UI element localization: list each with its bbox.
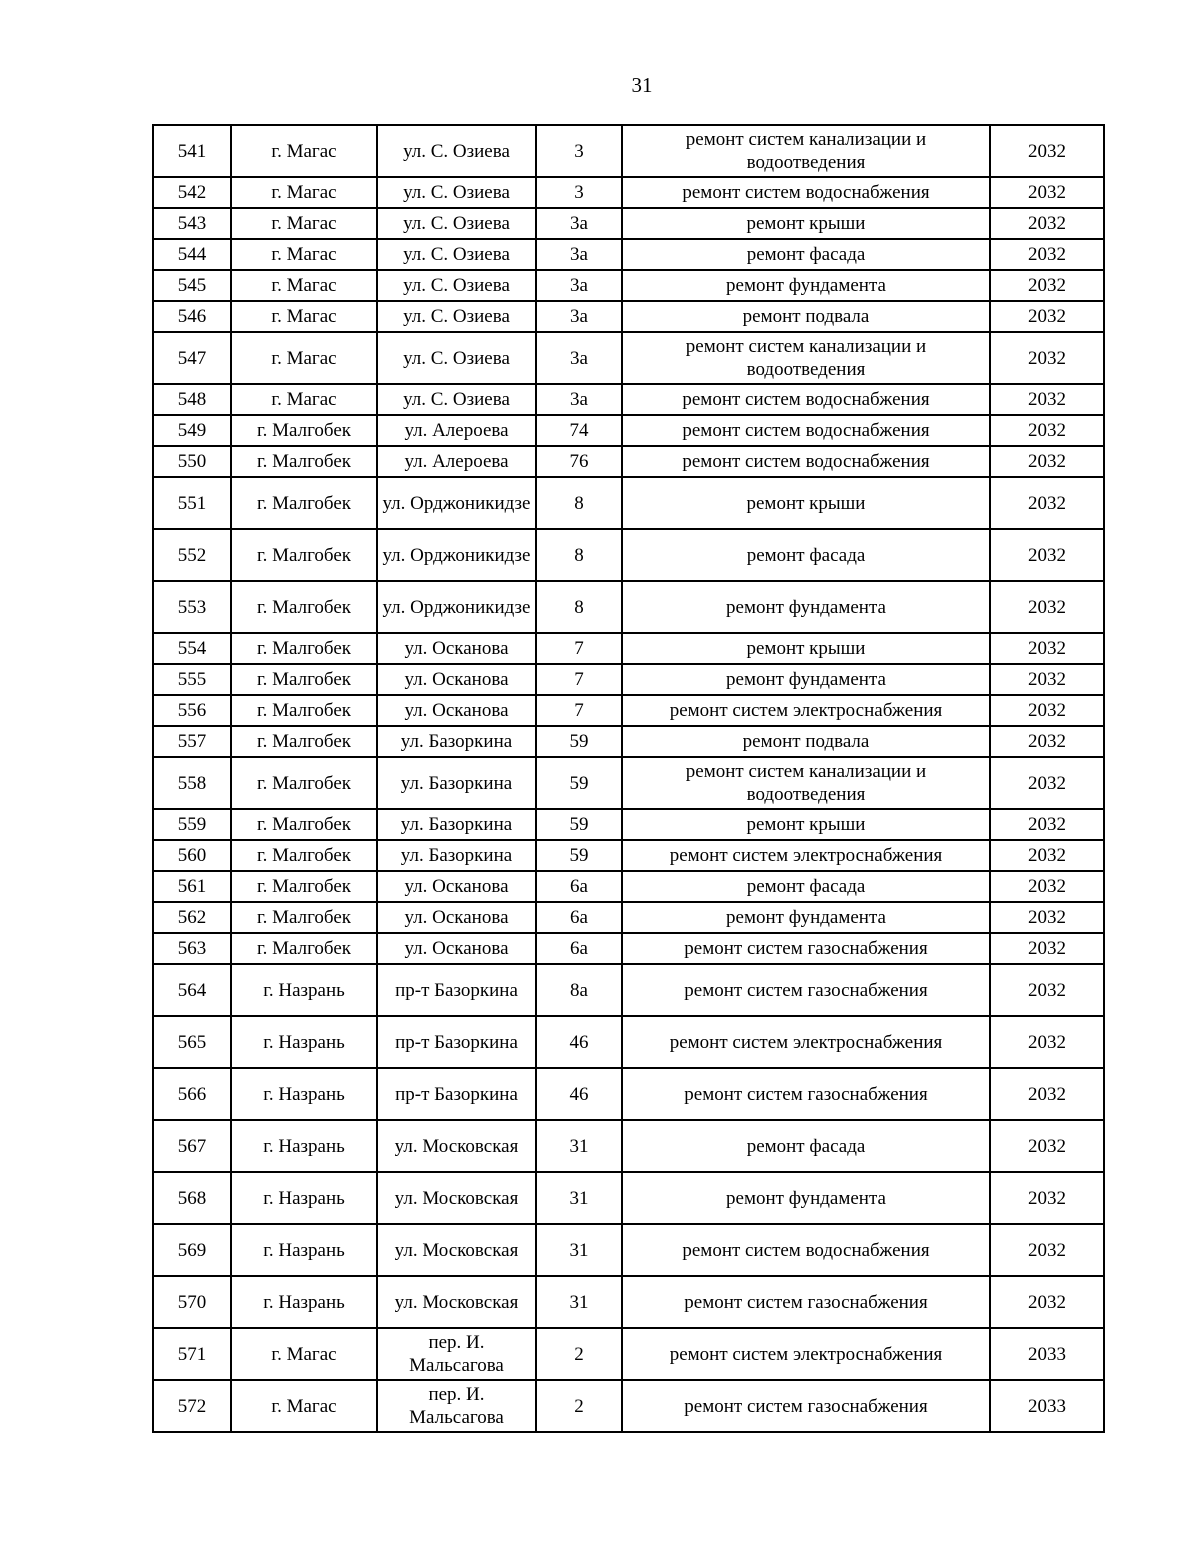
cell-row-number: 562 (153, 902, 231, 933)
cell-street: ул. С. Озиева (377, 125, 536, 177)
cell-year: 2032 (990, 1224, 1104, 1276)
cell-work-type: ремонт систем канализации и водоотведения (622, 332, 990, 384)
cell-house-number: 59 (536, 757, 622, 809)
cell-house-number: 8 (536, 477, 622, 529)
cell-year: 2032 (990, 726, 1104, 757)
cell-city: г. Малгобек (231, 871, 377, 902)
cell-house-number: 59 (536, 809, 622, 840)
cell-row-number: 550 (153, 446, 231, 477)
cell-work-type: ремонт систем канализации и водоотведения (622, 125, 990, 177)
cell-work-type: ремонт систем газоснабжения (622, 1276, 990, 1328)
cell-house-number: 3а (536, 270, 622, 301)
cell-work-type: ремонт систем водоснабжения (622, 384, 990, 415)
cell-row-number: 547 (153, 332, 231, 384)
cell-house-number: 3а (536, 301, 622, 332)
cell-work-type: ремонт подвала (622, 726, 990, 757)
cell-row-number: 542 (153, 177, 231, 208)
table-row (153, 446, 1104, 477)
cell-work-type: ремонт крыши (622, 633, 990, 664)
cell-work-type: ремонт систем канализации и водоотведения (622, 757, 990, 809)
cell-street: ул. Осканова (377, 871, 536, 902)
cell-city: г. Назрань (231, 1224, 377, 1276)
cell-year: 2032 (990, 301, 1104, 332)
table-row (153, 270, 1104, 301)
cell-house-number: 31 (536, 1120, 622, 1172)
cell-year: 2032 (990, 1016, 1104, 1068)
table-row (153, 125, 1104, 177)
cell-year: 2032 (990, 384, 1104, 415)
cell-year: 2032 (990, 125, 1104, 177)
cell-work-type: ремонт систем газоснабжения (622, 1380, 990, 1432)
cell-street: ул. Базоркина (377, 840, 536, 871)
cell-row-number: 552 (153, 529, 231, 581)
cell-row-number: 556 (153, 695, 231, 726)
cell-street: ул. Осканова (377, 695, 536, 726)
table-row (153, 1328, 1104, 1380)
cell-street: ул. Осканова (377, 902, 536, 933)
cell-city: г. Назрань (231, 964, 377, 1016)
cell-year: 2032 (990, 1276, 1104, 1328)
cell-house-number: 8 (536, 529, 622, 581)
table-row (153, 902, 1104, 933)
cell-year: 2032 (990, 208, 1104, 239)
cell-row-number: 565 (153, 1016, 231, 1068)
cell-row-number: 564 (153, 964, 231, 1016)
table-row (153, 1016, 1104, 1068)
cell-year: 2032 (990, 1120, 1104, 1172)
cell-work-type: ремонт систем газоснабжения (622, 1068, 990, 1120)
cell-row-number: 554 (153, 633, 231, 664)
cell-street: ул. С. Озиева (377, 239, 536, 270)
cell-work-type: ремонт фундамента (622, 581, 990, 633)
cell-street: ул. Орджоникидзе (377, 581, 536, 633)
cell-house-number: 31 (536, 1224, 622, 1276)
cell-work-type: ремонт фундамента (622, 1172, 990, 1224)
cell-house-number: 31 (536, 1172, 622, 1224)
table-row (153, 529, 1104, 581)
cell-row-number: 569 (153, 1224, 231, 1276)
cell-year: 2032 (990, 581, 1104, 633)
cell-house-number: 7 (536, 633, 622, 664)
cell-house-number: 46 (536, 1068, 622, 1120)
table-row (153, 840, 1104, 871)
table-row (153, 1224, 1104, 1276)
cell-city: г. Малгобек (231, 840, 377, 871)
cell-street: ул. Осканова (377, 633, 536, 664)
table-row (153, 695, 1104, 726)
cell-row-number: 548 (153, 384, 231, 415)
table-row (153, 208, 1104, 239)
cell-year: 2032 (990, 477, 1104, 529)
cell-city: г. Магас (231, 270, 377, 301)
table-row (153, 633, 1104, 664)
cell-city: г. Магас (231, 208, 377, 239)
cell-city: г. Малгобек (231, 933, 377, 964)
cell-row-number: 549 (153, 415, 231, 446)
cell-row-number: 568 (153, 1172, 231, 1224)
table-row (153, 177, 1104, 208)
cell-street: ул. Московская (377, 1120, 536, 1172)
cell-street: ул. С. Озиева (377, 301, 536, 332)
cell-city: г. Магас (231, 384, 377, 415)
table-row (153, 239, 1104, 270)
cell-street: ул. Московская (377, 1276, 536, 1328)
cell-row-number: 566 (153, 1068, 231, 1120)
cell-house-number: 59 (536, 726, 622, 757)
table-row (153, 964, 1104, 1016)
cell-work-type: ремонт фасада (622, 529, 990, 581)
cell-house-number: 8а (536, 964, 622, 1016)
cell-work-type: ремонт систем водоснабжения (622, 415, 990, 446)
cell-work-type: ремонт подвала (622, 301, 990, 332)
cell-street: ул. Базоркина (377, 809, 536, 840)
cell-year: 2032 (990, 529, 1104, 581)
table-body (153, 125, 1104, 1432)
cell-work-type: ремонт фундамента (622, 902, 990, 933)
cell-work-type: ремонт систем водоснабжения (622, 177, 990, 208)
cell-house-number: 3 (536, 125, 622, 177)
cell-row-number: 553 (153, 581, 231, 633)
table-row (153, 1380, 1104, 1432)
cell-year: 2032 (990, 809, 1104, 840)
cell-city: г. Малгобек (231, 726, 377, 757)
cell-city: г. Назрань (231, 1016, 377, 1068)
table-row (153, 301, 1104, 332)
table-row (153, 415, 1104, 446)
cell-year: 2032 (990, 239, 1104, 270)
cell-house-number: 76 (536, 446, 622, 477)
cell-year: 2032 (990, 177, 1104, 208)
cell-street: ул. Осканова (377, 933, 536, 964)
cell-house-number: 7 (536, 695, 622, 726)
page-number: 31 (631, 73, 653, 97)
cell-year: 2033 (990, 1380, 1104, 1432)
cell-street: ул. С. Озиева (377, 270, 536, 301)
cell-row-number: 567 (153, 1120, 231, 1172)
cell-work-type: ремонт фасада (622, 1120, 990, 1172)
cell-row-number: 544 (153, 239, 231, 270)
table-row (153, 581, 1104, 633)
table-row (153, 1276, 1104, 1328)
repair-schedule-table (152, 124, 1105, 1433)
cell-row-number: 571 (153, 1328, 231, 1380)
cell-row-number: 572 (153, 1380, 231, 1432)
cell-year: 2032 (990, 1068, 1104, 1120)
cell-work-type: ремонт систем водоснабжения (622, 1224, 990, 1276)
cell-work-type: ремонт систем электроснабжения (622, 1016, 990, 1068)
cell-year: 2032 (990, 270, 1104, 301)
cell-street: ул. С. Озиева (377, 208, 536, 239)
cell-row-number: 555 (153, 664, 231, 695)
cell-city: г. Малгобек (231, 902, 377, 933)
table-row (153, 1068, 1104, 1120)
cell-city: г. Малгобек (231, 757, 377, 809)
cell-work-type: ремонт фундамента (622, 664, 990, 695)
cell-year: 2032 (990, 415, 1104, 446)
cell-work-type: ремонт систем электроснабжения (622, 840, 990, 871)
cell-year: 2032 (990, 964, 1104, 1016)
table-row (153, 726, 1104, 757)
cell-year: 2032 (990, 840, 1104, 871)
cell-house-number: 46 (536, 1016, 622, 1068)
cell-year: 2032 (990, 446, 1104, 477)
cell-house-number: 74 (536, 415, 622, 446)
cell-street: ул. Орджоникидзе (377, 477, 536, 529)
cell-row-number: 560 (153, 840, 231, 871)
cell-work-type: ремонт фасада (622, 239, 990, 270)
cell-city: г. Малгобек (231, 415, 377, 446)
cell-house-number: 6а (536, 871, 622, 902)
cell-row-number: 557 (153, 726, 231, 757)
cell-work-type: ремонт фундамента (622, 270, 990, 301)
cell-city: г. Магас (231, 1380, 377, 1432)
cell-street: ул. С. Озиева (377, 332, 536, 384)
cell-house-number: 31 (536, 1276, 622, 1328)
cell-street: ул. Базоркина (377, 757, 536, 809)
cell-street: пр-т Базоркина (377, 964, 536, 1016)
table-row (153, 757, 1104, 809)
cell-house-number: 3а (536, 208, 622, 239)
cell-street: ул. Осканова (377, 664, 536, 695)
cell-street: ул. Базоркина (377, 726, 536, 757)
table-row (153, 1172, 1104, 1224)
cell-city: г. Малгобек (231, 809, 377, 840)
cell-city: г. Магас (231, 239, 377, 270)
cell-row-number: 570 (153, 1276, 231, 1328)
cell-city: г. Назрань (231, 1276, 377, 1328)
cell-house-number: 6а (536, 933, 622, 964)
table-row (153, 332, 1104, 384)
cell-row-number: 546 (153, 301, 231, 332)
cell-house-number: 3а (536, 239, 622, 270)
cell-year: 2032 (990, 933, 1104, 964)
cell-work-type: ремонт крыши (622, 809, 990, 840)
cell-house-number: 2 (536, 1380, 622, 1432)
cell-city: г. Назрань (231, 1172, 377, 1224)
cell-row-number: 563 (153, 933, 231, 964)
cell-city: г. Магас (231, 125, 377, 177)
cell-city: г. Назрань (231, 1068, 377, 1120)
cell-house-number: 6а (536, 902, 622, 933)
cell-house-number: 3 (536, 177, 622, 208)
cell-street: пр-т Базоркина (377, 1016, 536, 1068)
cell-year: 2032 (990, 664, 1104, 695)
cell-year: 2032 (990, 332, 1104, 384)
cell-street: пр-т Базоркина (377, 1068, 536, 1120)
cell-year: 2032 (990, 757, 1104, 809)
cell-city: г. Малгобек (231, 529, 377, 581)
cell-street: пер. И. Мальсагова (377, 1380, 536, 1432)
cell-city: г. Магас (231, 177, 377, 208)
cell-work-type: ремонт систем газоснабжения (622, 964, 990, 1016)
table-row (153, 477, 1104, 529)
cell-street: ул. Алероева (377, 446, 536, 477)
cell-city: г. Магас (231, 1328, 377, 1380)
cell-year: 2032 (990, 1172, 1104, 1224)
cell-row-number: 545 (153, 270, 231, 301)
cell-city: г. Магас (231, 301, 377, 332)
cell-city: г. Назрань (231, 1120, 377, 1172)
cell-house-number: 8 (536, 581, 622, 633)
cell-street: ул. Московская (377, 1224, 536, 1276)
cell-work-type: ремонт систем водоснабжения (622, 446, 990, 477)
cell-city: г. Малгобек (231, 446, 377, 477)
cell-row-number: 558 (153, 757, 231, 809)
cell-work-type: ремонт крыши (622, 477, 990, 529)
cell-year: 2032 (990, 902, 1104, 933)
table-row (153, 1120, 1104, 1172)
cell-row-number: 559 (153, 809, 231, 840)
cell-street: ул. Московская (377, 1172, 536, 1224)
cell-work-type: ремонт крыши (622, 208, 990, 239)
table-row (153, 871, 1104, 902)
cell-row-number: 561 (153, 871, 231, 902)
cell-work-type: ремонт фасада (622, 871, 990, 902)
cell-city: г. Малгобек (231, 633, 377, 664)
cell-city: г. Малгобек (231, 477, 377, 529)
cell-year: 2032 (990, 871, 1104, 902)
cell-year: 2033 (990, 1328, 1104, 1380)
cell-house-number: 3а (536, 332, 622, 384)
cell-row-number: 541 (153, 125, 231, 177)
cell-year: 2032 (990, 633, 1104, 664)
cell-row-number: 551 (153, 477, 231, 529)
cell-year: 2032 (990, 695, 1104, 726)
cell-street: ул. С. Озиева (377, 177, 536, 208)
table-row (153, 933, 1104, 964)
cell-house-number: 59 (536, 840, 622, 871)
cell-street: ул. Орджоникидзе (377, 529, 536, 581)
table-row (153, 664, 1104, 695)
cell-city: г. Магас (231, 332, 377, 384)
table-row (153, 809, 1104, 840)
cell-street: пер. И. Мальсагова (377, 1328, 536, 1380)
cell-row-number: 543 (153, 208, 231, 239)
cell-house-number: 7 (536, 664, 622, 695)
cell-work-type: ремонт систем электроснабжения (622, 1328, 990, 1380)
cell-work-type: ремонт систем электроснабжения (622, 695, 990, 726)
cell-city: г. Малгобек (231, 664, 377, 695)
cell-house-number: 3а (536, 384, 622, 415)
table-row (153, 384, 1104, 415)
cell-city: г. Малгобек (231, 581, 377, 633)
cell-house-number: 2 (536, 1328, 622, 1380)
cell-city: г. Малгобек (231, 695, 377, 726)
cell-street: ул. Алероева (377, 415, 536, 446)
cell-work-type: ремонт систем газоснабжения (622, 933, 990, 964)
cell-street: ул. С. Озиева (377, 384, 536, 415)
